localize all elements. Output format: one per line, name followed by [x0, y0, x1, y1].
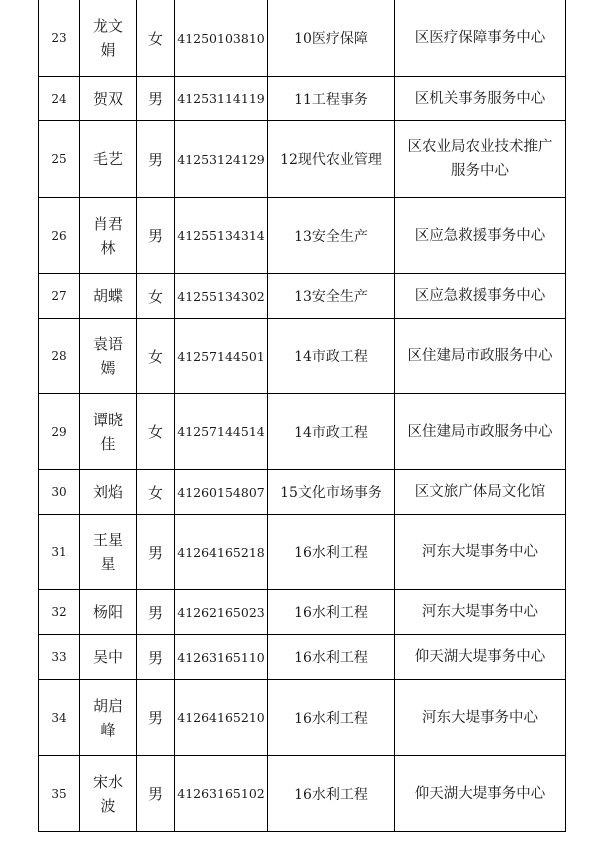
- post-cell: 11工程事务: [268, 77, 395, 121]
- unit-text: 区农业局农业技术推广服务中心: [407, 139, 553, 179]
- post-cell: 14市政工程: [268, 319, 395, 394]
- gender-cell: 男: [137, 77, 175, 121]
- row-number-cell: 23: [39, 0, 80, 77]
- table-row: [39, 470, 566, 515]
- name-cell: [80, 635, 137, 680]
- unit-text: 区文旅广体局文化馆: [414, 484, 546, 500]
- name-cell: [80, 394, 137, 470]
- gender-cell: 女: [137, 319, 175, 394]
- name-cell: [80, 319, 137, 394]
- personnel-table: [38, 0, 566, 832]
- gender-cell: 男: [137, 635, 175, 680]
- unit-cell: [395, 319, 566, 394]
- name-cell: [80, 470, 137, 515]
- post-cell: 13安全生产: [268, 198, 395, 274]
- row-number-cell: 31: [39, 515, 80, 590]
- table-row: [39, 198, 566, 274]
- post-cell: 16水利工程: [268, 515, 395, 590]
- unit-text: 区应急救援事务中心: [414, 288, 546, 304]
- exam-number-cell: 41264165218: [175, 515, 268, 590]
- unit-text: 仰天湖大堤事务中心: [414, 785, 546, 802]
- gender-cell: 女: [137, 470, 175, 515]
- post-cell: 12现代农业管理: [268, 121, 395, 198]
- name-cell: [80, 0, 137, 77]
- table-row: [39, 0, 566, 77]
- gender-cell: 男: [137, 121, 175, 198]
- name-text: 龙文娟: [92, 17, 123, 59]
- post-cell: 14市政工程: [268, 394, 395, 470]
- name-text: 杨阳: [92, 603, 123, 621]
- table-row: [39, 590, 566, 635]
- unit-cell: [395, 635, 566, 680]
- table-row: [39, 680, 566, 756]
- row-number-cell: 26: [39, 198, 80, 274]
- name-cell: [80, 590, 137, 635]
- name-cell: [80, 756, 137, 832]
- exam-number-cell: 41257144501: [175, 319, 268, 394]
- gender-cell: 女: [137, 394, 175, 470]
- table-row: [39, 515, 566, 590]
- table-row: [39, 394, 566, 470]
- unit-cell: [395, 121, 566, 198]
- name-text: 刘焰: [92, 483, 123, 501]
- unit-cell: [395, 0, 566, 77]
- name-text: 吴中: [92, 648, 123, 666]
- exam-number-cell: 41260154807: [175, 470, 268, 515]
- unit-text: 河东大堤事务中心: [422, 604, 538, 620]
- unit-cell: [395, 680, 566, 756]
- exam-number-cell: 41262165023: [175, 590, 268, 635]
- name-cell: [80, 198, 137, 274]
- name-text: 贺双: [92, 89, 123, 108]
- row-number-cell: 27: [39, 274, 80, 319]
- name-text: 肖君林: [92, 214, 123, 257]
- post-cell: 16水利工程: [268, 635, 395, 680]
- row-number-cell: 35: [39, 756, 80, 832]
- table-body: [39, 0, 566, 832]
- name-cell: [80, 274, 137, 319]
- name-cell: [80, 77, 137, 121]
- gender-cell: 女: [137, 274, 175, 319]
- exam-number-cell: 41250103810: [175, 0, 268, 77]
- table-row: [39, 121, 566, 198]
- exam-number-cell: 41253114119: [175, 77, 268, 121]
- gender-cell: 女: [137, 0, 175, 77]
- table-row: [39, 77, 566, 121]
- post-cell: 16水利工程: [268, 680, 395, 756]
- name-cell: [80, 121, 137, 198]
- unit-text: 区住建局市政服务中心: [407, 423, 553, 440]
- post-cell: 10医疗保障: [268, 0, 395, 77]
- row-number-cell: 34: [39, 680, 80, 756]
- unit-text: 河东大堤事务中心: [422, 709, 538, 726]
- row-number-cell: 28: [39, 319, 80, 394]
- row-number-cell: 30: [39, 470, 80, 515]
- unit-text: 区机关事务服务中心: [414, 90, 546, 107]
- exam-number-cell: 41257144514: [175, 394, 268, 470]
- name-cell: [80, 680, 137, 756]
- row-number-cell: 29: [39, 394, 80, 470]
- name-cell: [80, 515, 137, 590]
- name-text: 宋水波: [92, 772, 123, 815]
- unit-text: 区医疗保障事务中心: [414, 30, 546, 46]
- gender-cell: 男: [137, 680, 175, 756]
- row-number-cell: 32: [39, 590, 80, 635]
- unit-text: 区住建局市政服务中心: [407, 348, 553, 364]
- name-text: 袁语嫣: [92, 335, 123, 377]
- name-text: 毛艺: [92, 150, 123, 168]
- unit-cell: [395, 274, 566, 319]
- post-cell: 15文化市场事务: [268, 470, 395, 515]
- table-row: [39, 756, 566, 832]
- unit-cell: [395, 470, 566, 515]
- unit-cell: [395, 77, 566, 121]
- row-number-cell: 25: [39, 121, 80, 198]
- unit-cell: [395, 515, 566, 590]
- table-row: [39, 635, 566, 680]
- exam-number-cell: 41255134302: [175, 274, 268, 319]
- gender-cell: 男: [137, 515, 175, 590]
- gender-cell: 男: [137, 756, 175, 832]
- row-number-cell: 33: [39, 635, 80, 680]
- post-cell: 16水利工程: [268, 756, 395, 832]
- unit-cell: [395, 590, 566, 635]
- exam-number-cell: 41263165102: [175, 756, 268, 832]
- unit-cell: [395, 394, 566, 470]
- row-number-cell: 24: [39, 77, 80, 121]
- name-text: 胡蝶: [92, 287, 123, 305]
- exam-number-cell: 41263165110: [175, 635, 268, 680]
- name-text: 谭晓佳: [92, 410, 123, 453]
- post-cell: 13安全生产: [268, 274, 395, 319]
- gender-cell: 男: [137, 198, 175, 274]
- unit-text: 区应急救援事务中心: [414, 227, 546, 244]
- exam-number-cell: 41253124129: [175, 121, 268, 198]
- table-row: [39, 319, 566, 394]
- gender-cell: 男: [137, 590, 175, 635]
- post-cell: 16水利工程: [268, 590, 395, 635]
- unit-cell: [395, 756, 566, 832]
- name-text: 王星星: [92, 531, 123, 573]
- unit-text: 仰天湖大堤事务中心: [414, 649, 546, 665]
- name-text: 胡启峰: [92, 696, 123, 739]
- unit-text: 河东大堤事务中心: [422, 544, 538, 560]
- table-row: [39, 274, 566, 319]
- unit-cell: [395, 198, 566, 274]
- exam-number-cell: 41264165210: [175, 680, 268, 756]
- exam-number-cell: 41255134314: [175, 198, 268, 274]
